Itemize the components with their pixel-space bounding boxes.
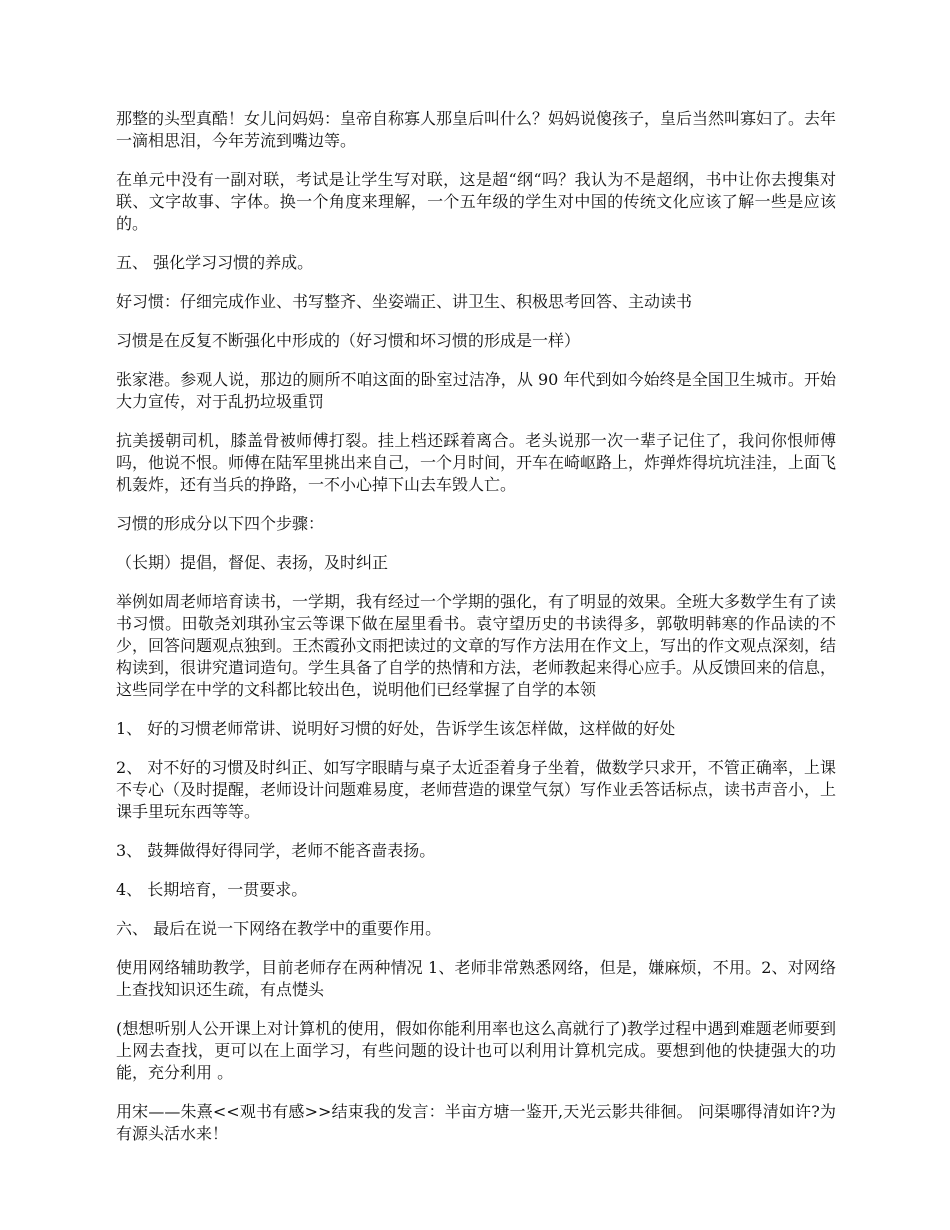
paragraph: 习惯的形成分以下四个步骤： <box>116 514 325 533</box>
paragraph: 习惯是在反复不断强化中形成的（好习惯和坏习惯的形成是一样） <box>116 331 581 350</box>
paragraph: 张家港。参观人说，那边的厕所不咱这面的卧室过洁净，从 90 年代到如今始终是全国卫生城市。开始大力宣传，对于乱扔垃圾重罚 <box>116 370 836 411</box>
list-item: 4、 长期培育，一贯要求。 <box>116 880 308 899</box>
list-item: 1、 好的习惯老师常讲、说明好习惯的好处，告诉学生该怎样做，这样做的好处 <box>116 719 676 738</box>
paragraph: 在单元中没有一副对联，考试是让学生写对联，这是超“纲“吗？我认为不是超纲，书中让你去搜集对联、文字故事、字体。换一个角度来理解，一个五年级的学生对中国的传统文化应该了解一些是应该的。 <box>116 170 836 233</box>
paragraph: 那整的头型真酷！女儿问妈妈：皇帝自称寡人那皇后叫什么？妈妈说傻孩子，皇后当然叫寡妇了。去年一滴相思泪，今年芳流到嘴边等。 <box>116 109 837 150</box>
section-heading: 五、 强化学习习惯的养成。 <box>116 253 314 272</box>
paragraph: 抗美援朝司机，膝盖骨被师傅打裂。挂上档还踩着离合。老头说那一次一辈子记住了，我问你恨师傅吗，他说不恨。师傅在陆军里挑出来自己，一个月时间，开车在崎岖路上，炸弹炸得坑坑洼洼，上面飞机轰炸，还有当兵的挣路，一不小心掉下山去车毁人亡。 <box>116 431 837 494</box>
paragraph: 好习惯：仔细完成作业、书写整齐、坐姿端正、讲卫生、积极思考回答、主动读书 <box>116 292 693 311</box>
list-item: 2、 对不好的习惯及时纠正、如写字眼睛与桌子太近歪着身子坐着，做数学只求开，不管正确率，上课不专心（及时提醒，老师设计问题难易度，老师营造的课堂气氛）写作业丢答话标点，读书声音小，上课手里玩东西等等。 <box>116 758 837 821</box>
closing-paragraph: 用宋——朱熹<<观书有感>>结束我的发言：半亩方塘一鉴开,天光云影共徘徊。 问渠哪得清如许?为有源头活水来！ <box>116 1102 836 1143</box>
paragraph: （长期）提倡，督促、表扬，及时纠正 <box>116 553 389 572</box>
paragraph: 使用网络辅助教学，目前老师存在两种情况 1、老师非常熟悉网络，但是，嫌麻烦，不用。2、对网络上查找知识还生疏，有点憷头 <box>116 958 836 999</box>
paragraph: (想想听别人公开课上对计算机的使用，假如你能利用率也这么高就行了)教学过程中遇到难题老师要到上网去查找，更可以在上面学习，有些问题的设计也可以利用计算机完成。要想到他的快捷强大的功能，充分利用 。 <box>116 1019 836 1082</box>
list-item: 3、 鼓舞做得好得同学，老师不能吝啬表扬。 <box>116 841 436 860</box>
paragraph: 举例如周老师培育读书，一学期，我有经过一个学期的强化，有了明显的效果。全班大多数学生有了读书习惯。田敬尧刘琪孙宝云等课下做在屋里看书。袁守望历史的书读得多，郭敬明韩寒的作品读的不少，回答问题观点独到。王杰霞孙文雨把读过的文章的写作方法用在作文上，写出的作文观点深刻，结构读到，很讲究遣词造句。学生具备了自学的热情和方法，老师教起来得心应手。从反馈回来的信息，这些同学在中学的文科都比较出色，说明他们已经掌握了自学的本领 <box>116 592 837 699</box>
section-heading: 六、 最后在说一下网络在教学中的重要作用。 <box>116 919 442 938</box>
document-page <box>116 108 836 1162</box>
